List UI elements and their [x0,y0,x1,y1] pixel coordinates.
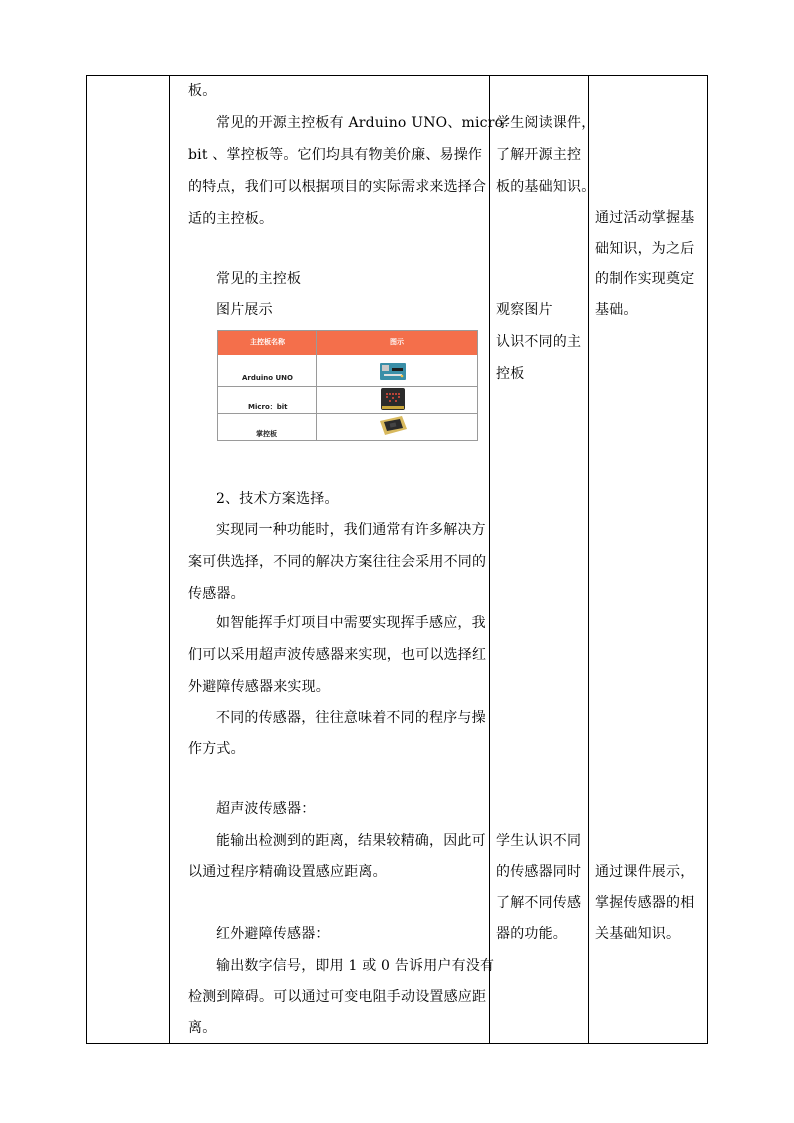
solutions-line-3: 传感器。 [188,586,245,602]
intent-1-line-4: 基础。 [595,302,638,318]
student-sensor-line-1: 学生认识不同 [496,833,582,849]
microbit-board-image [378,386,408,413]
ultrasonic-sensor-title: 超声波传感器： [216,801,316,817]
board-name-microbit: Micro：bit [248,403,288,411]
student-sensor-line-2: 的传感器同时 [496,864,582,880]
student-read-line-3: 板的基础知识。 [496,179,596,195]
student-read-line-2: 了解开源主控 [496,147,582,163]
board-table-row-line [218,386,477,387]
solutions-line-2: 案可供选择，不同的解决方案往往会采用不同的 [188,554,487,570]
board-table-header [218,331,477,355]
infrared-sensor-title: 红外避障传感器： [216,926,330,942]
board-comparison-table [217,330,478,441]
common-boards-heading: 常见的主控板 [216,271,302,287]
picture-show-heading: 图片展示 [216,302,273,318]
intent-2-line-3: 关基础知识。 [595,926,681,942]
common-boards-line-2: bit 、掌控板等。它们均具有物美价廉、易操作 [188,147,483,163]
observe-line-2: 认识不同的主 [496,334,582,350]
arduino-uno-board-image [378,359,408,383]
board-table-header-name: 主控板名称 [250,338,285,346]
intent-2-line-1: 通过课件展示， [595,864,695,880]
board-name-zhangkong: 掌控板 [256,430,277,438]
infrared-line-1: 输出数字信号，即用 1 或 0 告诉用户有没有 [216,958,495,974]
column-divider-3 [588,75,589,1044]
column-divider-2 [489,75,490,1044]
common-boards-line-1: 常见的开源主控板有 Arduino UNO、micro： [216,115,518,131]
intent-1-line-1: 通过活动掌握基 [595,210,695,226]
ultrasonic-line-2: 以通过程序精确设置感应距离。 [188,864,387,880]
board-table-row-line [218,413,477,414]
board-paragraph-tail: 板。 [188,83,217,99]
observe-line-1: 观察图片 [496,302,553,318]
infrared-line-2: 检测到障碍。可以通过可变电阻手动设置感应距 [188,989,487,1005]
section-2-title: 2、技术方案选择。 [216,491,339,507]
example-line-1: 如智能挥手灯项目中需要实现挥手感应，我 [216,615,486,631]
board-name-arduino: Arduino UNO [242,374,293,382]
different-sensors-line-2: 作方式。 [188,741,245,757]
infrared-line-3: 离。 [188,1020,217,1036]
observe-line-3: 控板 [496,366,525,382]
common-boards-line-4: 适的主控板。 [188,211,274,227]
solutions-line-1: 实现同一种功能时，我们通常有许多解决方 [216,522,486,538]
column-divider-1 [169,75,170,1044]
example-line-2: 们可以采用超声波传感器来实现，也可以选择红 [188,647,487,663]
example-line-3: 外避障传感器来实现。 [188,679,330,695]
board-table-header-image: 图示 [390,338,404,346]
intent-1-line-2: 础知识，为之后 [595,241,695,257]
student-sensor-line-4: 器的功能。 [496,926,567,942]
intent-1-line-3: 的制作实现奠定 [595,271,695,287]
student-sensor-line-3: 了解不同传感 [496,895,582,911]
zhangkong-board-image [376,413,410,439]
intent-2-line-2: 掌握传感器的相 [595,895,695,911]
common-boards-line-3: 的特点，我们可以根据项目的实际需求来选择合 [188,179,487,195]
ultrasonic-line-1: 能输出检测到的距离，结果较精确，因此可 [216,833,486,849]
different-sensors-line-1: 不同的传感器，往往意味着不同的程序与操 [216,710,486,726]
student-read-line-1: 学生阅读课件， [496,115,596,131]
